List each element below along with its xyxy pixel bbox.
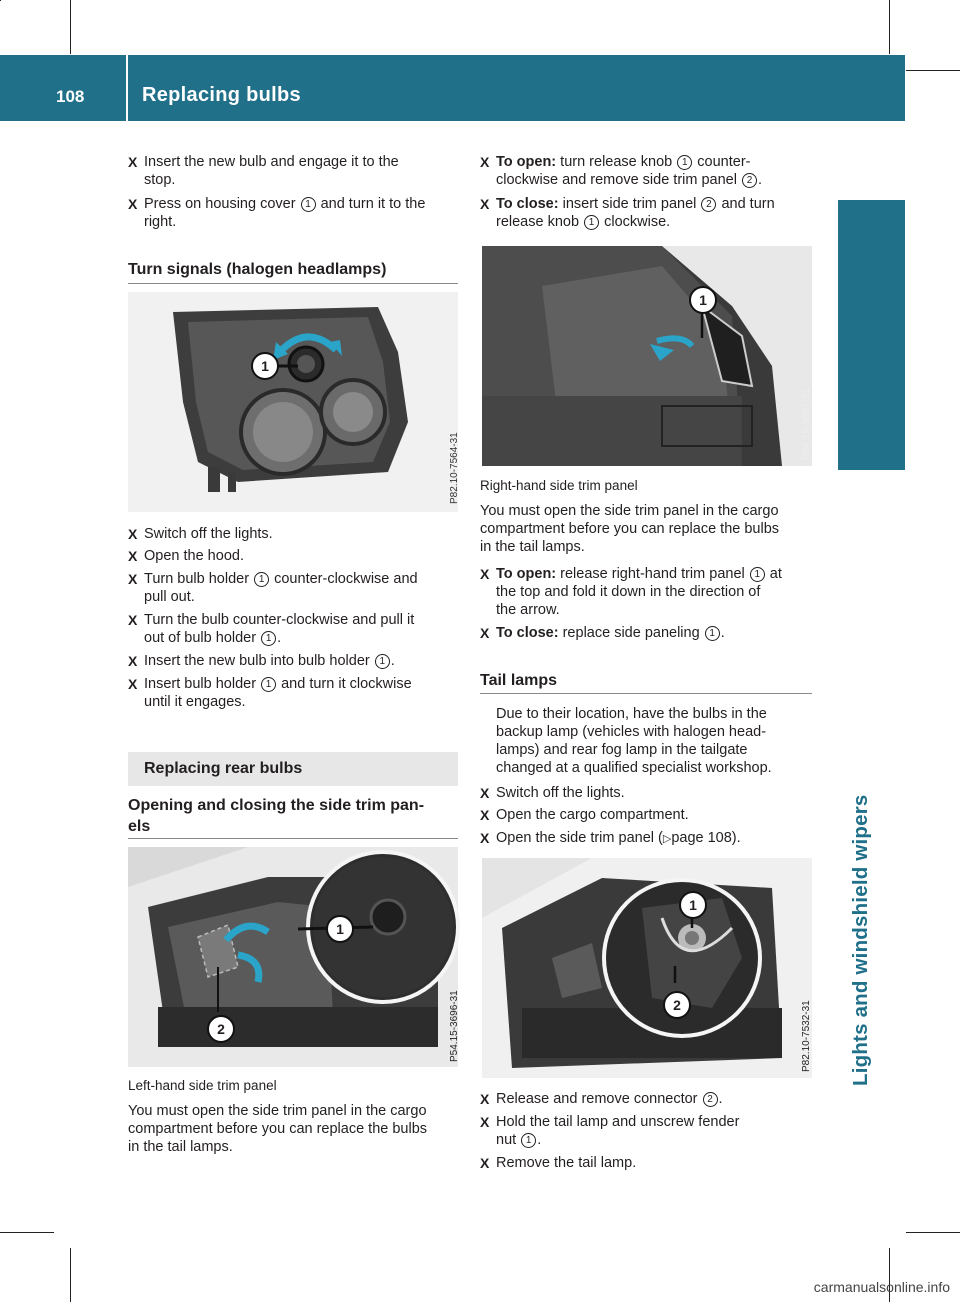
crop-mark — [889, 0, 890, 54]
left-trim-panel-photo — [128, 847, 458, 1067]
crop-mark — [906, 70, 960, 71]
paragraph-open-trim: You must open the side trim panel in the cargo compartment before you can replace the bulbs in the tail lamps. — [480, 503, 780, 555]
side-tab-label: Lights and windshield wipers — [849, 794, 872, 1086]
paragraph-open-trim: You must open the side trim panel in the cargo compartment before you can replace the bulbs in the tail lamps. — [128, 1103, 428, 1155]
step-unscrew-nut: X Hold the tail lamp and unscrew fender nut 1 . — [480, 1114, 740, 1148]
section-rule — [128, 838, 458, 839]
header-divider — [126, 55, 128, 121]
step-to-close: X To close: insert side trim panel 2 and turn release knob 1 clockwise. — [480, 196, 775, 230]
crop-mark — [70, 1248, 71, 1302]
step-arrow-icon: X — [128, 526, 138, 542]
step-insert-new-bulb: X Insert the new bulb into bulb holder 1 . — [128, 653, 395, 669]
section-title-turn-signals: Turn signals (halogen headlamps) — [128, 261, 387, 278]
step-switch-off: X Switch off the lights. — [480, 785, 625, 801]
paragraph-tail-lamps: Due to their location, have the bulbs in the backup lamp (vehicles with halogen head- lamps) and rear fog lamp in the tailgate changed at a qualified specialist workshop. — [496, 706, 772, 776]
step-remove-tail-lamp: X Remove the tail lamp. — [480, 1155, 637, 1171]
section-rule — [128, 283, 458, 284]
page-title: Replacing bulbs — [142, 84, 301, 106]
crop-mark — [906, 1232, 960, 1233]
step-open-side-trim: X Open the side trim panel (▷page 108). — [480, 830, 741, 846]
step-turn-bulb: X Turn the bulb counter-clockwise and pull it out of bulb holder 1 . — [128, 612, 415, 646]
step-arrow-icon: X — [128, 154, 138, 170]
step-switch-off: X Switch off the lights. — [128, 526, 273, 542]
right-trim-panel-photo — [482, 246, 812, 466]
step-arrow-icon: X — [480, 1114, 490, 1130]
step-arrow-icon: X — [480, 625, 490, 641]
callout-ref-1: 1 — [375, 654, 390, 669]
step-release-connector: X Release and remove connector 2 . — [480, 1091, 723, 1107]
callout-ref-2: 2 — [701, 197, 716, 212]
callout-ref-1: 1 — [584, 215, 599, 230]
step-arrow-icon: X — [128, 196, 138, 212]
callout-ref-1: 1 — [301, 197, 316, 212]
photo-callout-2: 2 — [663, 991, 691, 1019]
section-rule — [480, 693, 812, 694]
callout-ref-2: 2 — [742, 173, 757, 188]
step-arrow-icon: X — [480, 566, 490, 582]
header-bar — [0, 55, 905, 121]
section-title-tail-lamps: Tail lamps — [480, 672, 558, 689]
step-to-open: X To open: turn release knob 1 counter- clockwise and remove side trim panel 2 . — [480, 154, 763, 188]
step-arrow-icon: X — [128, 548, 138, 564]
step-to-open-right: X To open: release right-hand trim panel 1 at the top and fold it down in the direction of the arrow. — [480, 566, 782, 618]
callout-ref-1: 1 — [705, 626, 720, 641]
step-housing-cover: X Press on housing cover 1 and turn it to the right. — [128, 196, 426, 230]
photo-code: P54.15-3697-31 — [801, 388, 812, 460]
step-arrow-icon: X — [128, 612, 138, 628]
step-arrow-icon: X — [128, 571, 138, 587]
callout-ref-1: 1 — [254, 572, 269, 587]
photo-callout-1: 1 — [251, 352, 279, 380]
section-title-opening-closing: Opening and closing the side trim pan- els — [128, 797, 425, 835]
photo-code: P82.10-7532-31 — [801, 1000, 812, 1072]
side-tab-block — [838, 200, 905, 470]
step-arrow-icon: X — [480, 1155, 490, 1171]
step-arrow-icon: X — [480, 807, 490, 823]
photo-code: P54.15-3696-31 — [449, 990, 460, 1062]
step-arrow-icon: X — [128, 676, 138, 692]
step-arrow-icon: X — [480, 196, 490, 212]
photo-code: P82.10-7564-31 — [449, 432, 460, 504]
photo-caption: Left-hand side trim panel — [128, 1078, 277, 1093]
step-open-hood: X Open the hood. — [128, 548, 244, 564]
step-open-cargo: X Open the cargo compartment. — [480, 807, 689, 823]
section-heading-rear-bulbs: Replacing rear bulbs — [128, 752, 458, 786]
step-arrow-icon: X — [128, 653, 138, 669]
page-ref-arrow-icon: ▷ — [662, 833, 672, 845]
step-arrow-icon: X — [480, 830, 490, 846]
photo-caption: Right-hand side trim panel — [480, 478, 638, 493]
step-arrow-icon: X — [480, 785, 490, 801]
page-number: 108 — [56, 87, 85, 106]
callout-ref-1: 1 — [261, 677, 276, 692]
step-arrow-icon: X — [480, 154, 490, 170]
crop-mark — [0, 1232, 54, 1233]
photo-callout-2: 2 — [207, 1015, 235, 1043]
callout-ref-1: 1 — [677, 155, 692, 170]
watermark: carmanualsonline.info — [813, 1279, 950, 1295]
photo-callout-1: 1 — [689, 286, 717, 314]
photo-callout-1: 1 — [679, 891, 707, 919]
callout-ref-2: 2 — [703, 1092, 718, 1107]
page-ref-link[interactable]: page 108). — [671, 830, 741, 846]
callout-ref-1: 1 — [750, 567, 765, 582]
crop-mark — [70, 0, 71, 54]
headlamp-photo — [128, 292, 458, 512]
step-turn-holder: X Turn bulb holder 1 counter-clockwise and pull out. — [128, 571, 418, 605]
tail-lamp-photo — [482, 858, 812, 1078]
step-insert-holder: X Insert bulb holder 1 and turn it clockwise until it engages. — [128, 676, 412, 710]
step-to-close-right: X To close: replace side paneling 1 . — [480, 625, 725, 641]
step-arrow-icon: X — [480, 1091, 490, 1107]
step-insert-bulb: X Insert the new bulb and engage it to the stop. — [128, 154, 399, 188]
callout-ref-1: 1 — [261, 631, 276, 646]
photo-callout-1: 1 — [326, 915, 354, 943]
callout-ref-1: 1 — [521, 1133, 536, 1148]
